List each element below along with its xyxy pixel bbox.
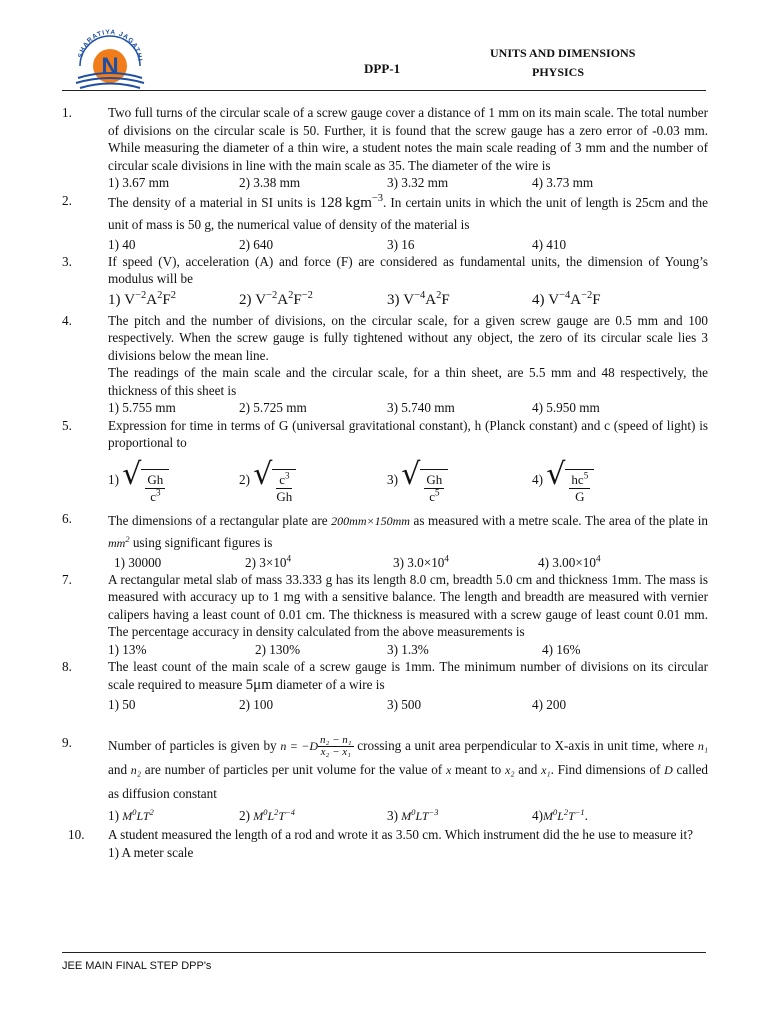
question-9 [62, 734, 708, 827]
option-1[interactable]: 1) √ $\frac{Gh}{c^3}$ [108, 456, 239, 505]
options [108, 399, 708, 417]
question-list [62, 104, 708, 861]
option-2[interactable]: 2) $M^0L^2T^{-4}$ [239, 808, 295, 824]
option-4[interactable]: 4) $3.00\times 10^4$ [538, 553, 601, 570]
option-4[interactable]: $4)M^0L^2T^{-1}$. [532, 808, 588, 824]
options [108, 844, 708, 862]
option-4[interactable]: 4) 410 [532, 236, 567, 252]
option-3[interactable]: 3) √ $\frac{Gh}{c^5}$ [387, 456, 532, 505]
question-number: 3. [62, 253, 72, 269]
option-4[interactable]: 4) √ $\frac{hc^5}{G}$ [532, 456, 652, 505]
question-text: The least count of the main scale of a screw gauge is 1mm. The minimum number of divisions on its circular scale required to measure 5μm diameter of a wire is [108, 659, 708, 693]
question-4 [62, 312, 708, 417]
question-text: Expression for time in terms of G (universal gravitational constant), h (Planck constant) and c (speed of light) is proportional to [108, 417, 708, 450]
option-3[interactable]: 3) $3.0\times 10^4$ [393, 553, 450, 570]
question-number: 6. [62, 510, 72, 526]
options [108, 288, 708, 312]
question-text: Two full turns of the circular scale of a screw gauge cover a distance of 1 mm on its main scale. The total number of divisions on the circular scale is 50. Further, it is found that the screw gauge has a zero error of -0.03 mm. While measuring the diameter of a thin wire, a student notes the main scale reading of 3 mm and the number of circular scale divisions in line with the main scale as 35. The diameter of the wire is [108, 105, 708, 173]
option-2[interactable]: 2) 3.38 mm [239, 175, 301, 190]
options [108, 554, 708, 571]
question-number: 7. [62, 571, 72, 587]
question-number: 8. [62, 659, 72, 674]
option-2[interactable]: 2) $V^{-2}A^2F^{-2}$ [239, 289, 313, 308]
option-1[interactable]: 1) 40 [108, 236, 136, 252]
logo-letter: N [101, 53, 119, 80]
header-right [490, 44, 635, 82]
question-6 [62, 510, 708, 571]
options [108, 236, 708, 253]
option-4[interactable]: 4) 200 [532, 697, 567, 712]
question-5 [62, 417, 708, 510]
option-1[interactable]: 1) 30000 [114, 554, 162, 570]
formula: n = −D $\frac{\text{n₂ − n₁}}{\text{x₂ − x₁}}$ [280, 734, 352, 759]
question-text: A student measured the length of a rod and wrote it as 3.50 cm. Which instrument did the he use to measure it? [108, 827, 693, 843]
option-3[interactable]: 3) $V^{-4}A^2F$ [387, 289, 450, 308]
question-8 [62, 658, 708, 714]
option-4[interactable]: 4) 5.950 mm [532, 400, 600, 415]
question-text: The dimensions of a rectangular plate are 200mm×150mm as measured with a metre scale. The area of the plate in $mm^2$ using significant figures is [108, 512, 708, 550]
question-1 [62, 104, 708, 192]
footer-text: JEE MAIN FINAL STEP DPP's [62, 960, 212, 972]
option-2[interactable]: 2) √ $\frac{c^3}{Gh}$ [239, 456, 387, 505]
option-3[interactable]: 3) 500 [387, 697, 422, 712]
options [108, 696, 708, 714]
question-text: A rectangular metal slab of mass 33.333 g has its length 8.0 cm, breadth 5.0 cm and thickness 1mm. The mass is measured with accuracy up to 1 mg with a sensitive balance. The length and breadth are measured with vernier calipers having a least count of 0.01 cm. The thickness is measured with a screw gauge of least count 0.01 mm. The percentage accuracy in density calculated from the above measurements is [108, 571, 708, 639]
question-number: 10. [68, 827, 85, 843]
option-1[interactable]: 1) 3.67 mm [108, 175, 170, 190]
option-2[interactable]: 2) 640 [239, 236, 274, 252]
footer-divider [62, 952, 706, 953]
question-number: 4. [62, 312, 72, 328]
options [108, 452, 708, 510]
question-text: Number of particles is given by n = −D $\frac{\text{n₂ − n₁}}{\text{x₂ − x₁}}$ crossing a unit area perpendicular to X-axis in unit time, where n₁ and n₂ are number of particles per unit volume for the value of x meant to x₂ and x₁. Find dimensions of D called as diffusion constant [108, 734, 709, 802]
subject-title: PHYSICS [532, 65, 585, 79]
question-number: 1. [62, 105, 72, 120]
option-2[interactable]: 2) 5.725 mm [239, 400, 307, 415]
question-10 [62, 826, 708, 861]
option-4[interactable]: 4) $V^{-4}A^{-2}F$ [532, 289, 601, 308]
logo-arc-text: SHARATIYA JAGATHI [77, 28, 144, 62]
option-1[interactable]: 1) $M^0LT^2$ [108, 808, 154, 824]
option-3[interactable]: 3) 3.32 mm [387, 175, 449, 190]
question-7 [62, 571, 708, 659]
option-4[interactable]: 4) 16% [542, 641, 581, 657]
option-3[interactable]: 3) $M^0LT^{-3}$ [387, 808, 439, 824]
option-2[interactable]: 2) 100 [239, 697, 274, 712]
option-4[interactable]: 4) 3.73 mm [532, 175, 594, 190]
topic-title: UNITS AND DIMENSIONS [490, 46, 636, 60]
option-3[interactable]: 3) 16 [387, 236, 415, 252]
option-1[interactable]: 1) 5.755 mm [108, 400, 176, 415]
question-number: 2. [62, 192, 72, 208]
options [108, 806, 708, 826]
question-number: 9. [62, 734, 72, 750]
option-1[interactable]: 1) 13% [108, 641, 147, 657]
option-1[interactable]: 1) $V^{-2}A^2F^2$ [108, 289, 176, 308]
question-text-2: The readings of the main scale and the circular scale, for a thin sheet, are 5.5 mm and 48 respectively, the thickness of this sheet is [108, 365, 708, 398]
option-3[interactable]: 3) 1.3% [387, 641, 429, 657]
header-divider [62, 90, 706, 91]
option-2[interactable]: 2) $3\times 10^4$ [245, 553, 292, 570]
question-2 [62, 192, 708, 253]
question-text: If speed (V), acceleration (A) and force (F) are considered as fundamental units, the dimension of Young’s modulus will be [108, 253, 708, 286]
option-1[interactable]: 1) 50 [108, 697, 136, 712]
options [108, 174, 708, 192]
option-3[interactable]: 3) 5.740 mm [387, 400, 455, 415]
institute-logo [70, 26, 150, 96]
option-1[interactable]: 1) A meter scale [108, 844, 194, 860]
dpp-label: DPP-1 [364, 61, 401, 76]
question-text: The density of a material in SI units is 128 kgm$^{-3}$. In certain units in which the unit of length is 25cm and the unit of mass is 50 g, the numerical value of density of the material is [108, 192, 708, 232]
question-3 [62, 253, 708, 312]
question-number: 5. [62, 417, 72, 433]
option-2[interactable]: 2) 130% [255, 641, 301, 657]
options [108, 641, 708, 659]
question-text: The pitch and the number of divisions, on the circular scale, for a given screw gauge are 0.5 mm and 100 respectively. When the screw gauge is fully tightened without any object, the zero of its circular scale lies 3 divisions below the mean line. [108, 312, 708, 363]
